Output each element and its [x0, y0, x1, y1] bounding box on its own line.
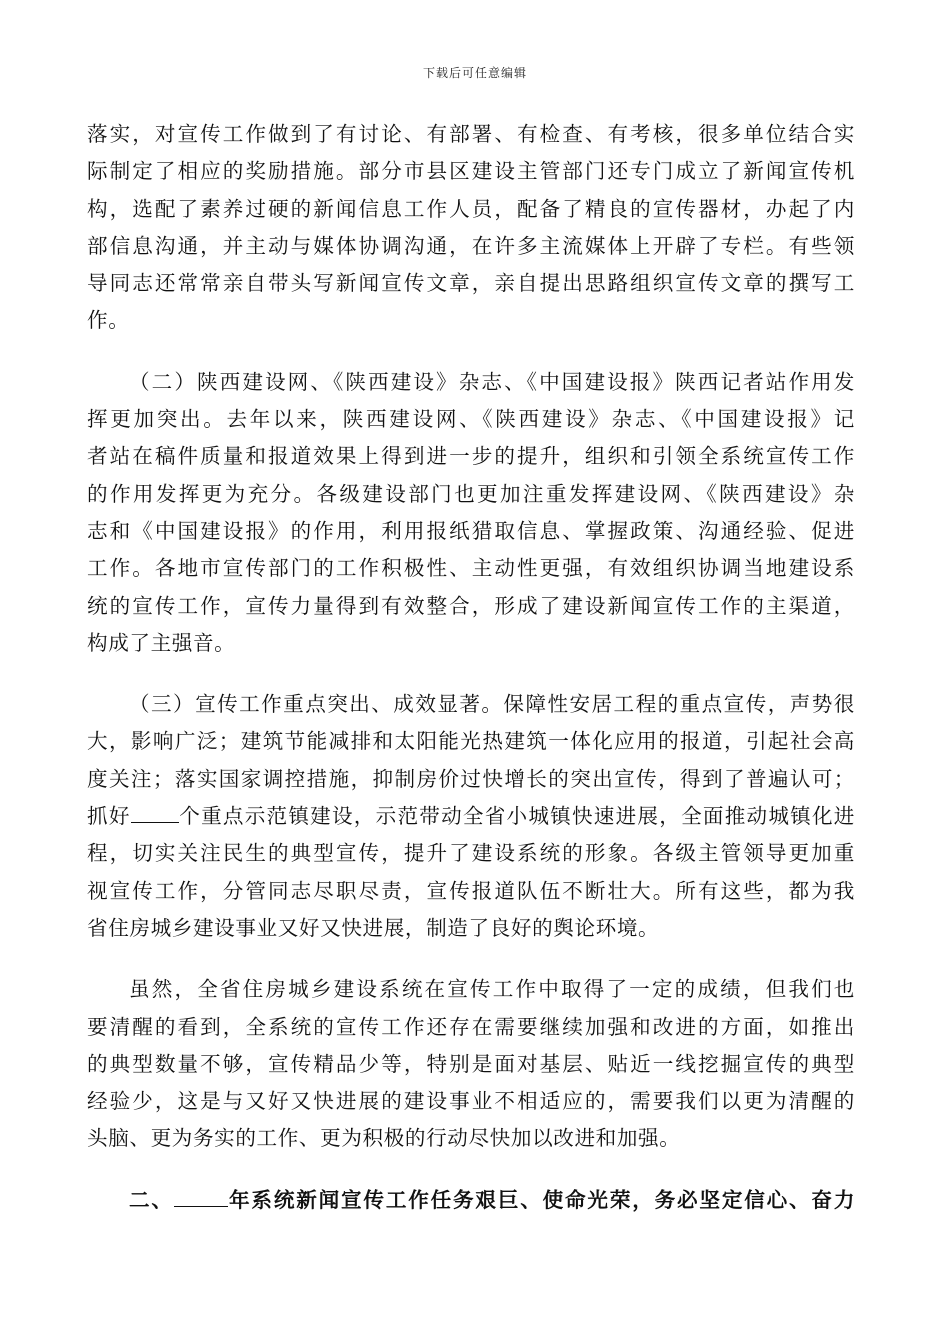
text-line: 志和《中国建设报》的作用，利用报纸猎取信息、掌握政策、沟通经验、促进	[87, 518, 855, 543]
paragraph-2	[87, 364, 855, 662]
heading-prefix: 二、	[129, 1187, 174, 1212]
text-line: 构，选配了素养过硬的新闻信息工作人员，配备了精良的宣传器材，办起了内	[87, 196, 855, 221]
text-line: 统的宣传工作，宣传力量得到有效整合，形成了建设新闻宣传工作的主渠道，	[87, 593, 855, 618]
text-line: 视宣传工作，分管同志尽职尽责，宣传报道队伍不断壮大。所有这些，都为我	[87, 878, 855, 903]
fill-in-blank	[174, 1186, 228, 1207]
text-line: （二）陕西建设网、《陕西建设》杂志、《中国建设报》陕西记者站作用发	[129, 369, 855, 394]
text-line: 虽然，全省住房城乡建设系统在宣传工作中取得了一定的成绩，但我们也	[129, 977, 855, 1002]
text-line: 工作。各地市宣传部门的工作积极性、主动性更强，有效组织协调当地建设系	[87, 556, 855, 581]
section-heading	[87, 1182, 855, 1219]
text-line: 构成了主强音。	[87, 630, 236, 655]
text-line: 头脑、更为务实的工作、更为积极的行动尽快加以改进和加强。	[87, 1126, 681, 1151]
text-line: 经验少，这是与又好又快进展的建设事业不相适应的，需要我们以更为清醒的	[87, 1089, 855, 1114]
text-line-with-blank	[87, 798, 855, 835]
document-body	[87, 116, 855, 1243]
text-line: 的典型数量不够，宣传精品少等，特别是面对基层、贴近一线挖掘宣传的典型	[87, 1051, 855, 1076]
text-line: 的作用发挥更为充分。各级建设部门也更加注重发挥建设网、《陕西建设》杂	[87, 481, 855, 506]
text-line: 挥更加突出。去年以来，陕西建设网、《陕西建设》杂志、《中国建设报》记	[87, 407, 855, 432]
text-line: 者站在稿件质量和报道效果上得到进一步的提升，组织和引领全系统宣传工作	[87, 444, 855, 469]
text-fragment: 抓好	[87, 804, 131, 829]
heading-text: 年系统新闻宣传工作任务艰巨、使命光荣，务必坚定信心、奋力	[227, 1187, 856, 1212]
text-line: 度关注；落实国家调控措施，抑制房价过快增长的突出宣传，得到了普遍认可；	[87, 766, 855, 791]
text-line: （三）宣传工作重点突出、成效显著。保障性安居工程的重点宣传，声势很	[129, 692, 855, 717]
text-line: 程，切实关注民生的典型宣传，提升了建设系统的形象。各级主管领导更加重	[87, 841, 855, 866]
paragraph-4	[87, 971, 855, 1157]
page-header: 下载后可任意编辑	[422, 66, 527, 80]
text-line: 落实，对宣传工作做到了有讨论、有部署、有检查、有考核，很多单位结合实	[87, 122, 855, 146]
text-line: 际制定了相应的奖励措施。部分市县区建设主管部门还专门成立了新闻宣传机	[87, 159, 855, 184]
text-line: 部信息沟通，并主动与媒体协调沟通，在许多主流媒体上开辟了专栏。有些领	[87, 233, 855, 258]
text-line: 省住房城乡建设事业又好又快进展，制造了良好的舆论环境。	[87, 915, 660, 940]
text-line: 要清醒的看到，全系统的宣传工作还存在需要继续加强和改进的方面，如推出	[87, 1014, 855, 1039]
text-line: 大，影响广泛；建筑节能减排和太阳能光热建筑一体化应用的报道，引起社会高	[87, 729, 855, 754]
text-line: 导同志还常常亲自带头写新闻宣传文章，亲自提出思路组织宣传文章的撰写工	[87, 271, 855, 296]
paragraph-3	[87, 686, 855, 947]
fill-in-blank	[131, 802, 179, 823]
text-fragment: 个重点示范镇建设，示范带动全省小城镇快速进展，全面推动城镇化进	[178, 804, 855, 829]
text-line: 作。	[87, 308, 130, 333]
paragraph-1	[87, 116, 855, 340]
heading-line	[87, 1182, 855, 1219]
